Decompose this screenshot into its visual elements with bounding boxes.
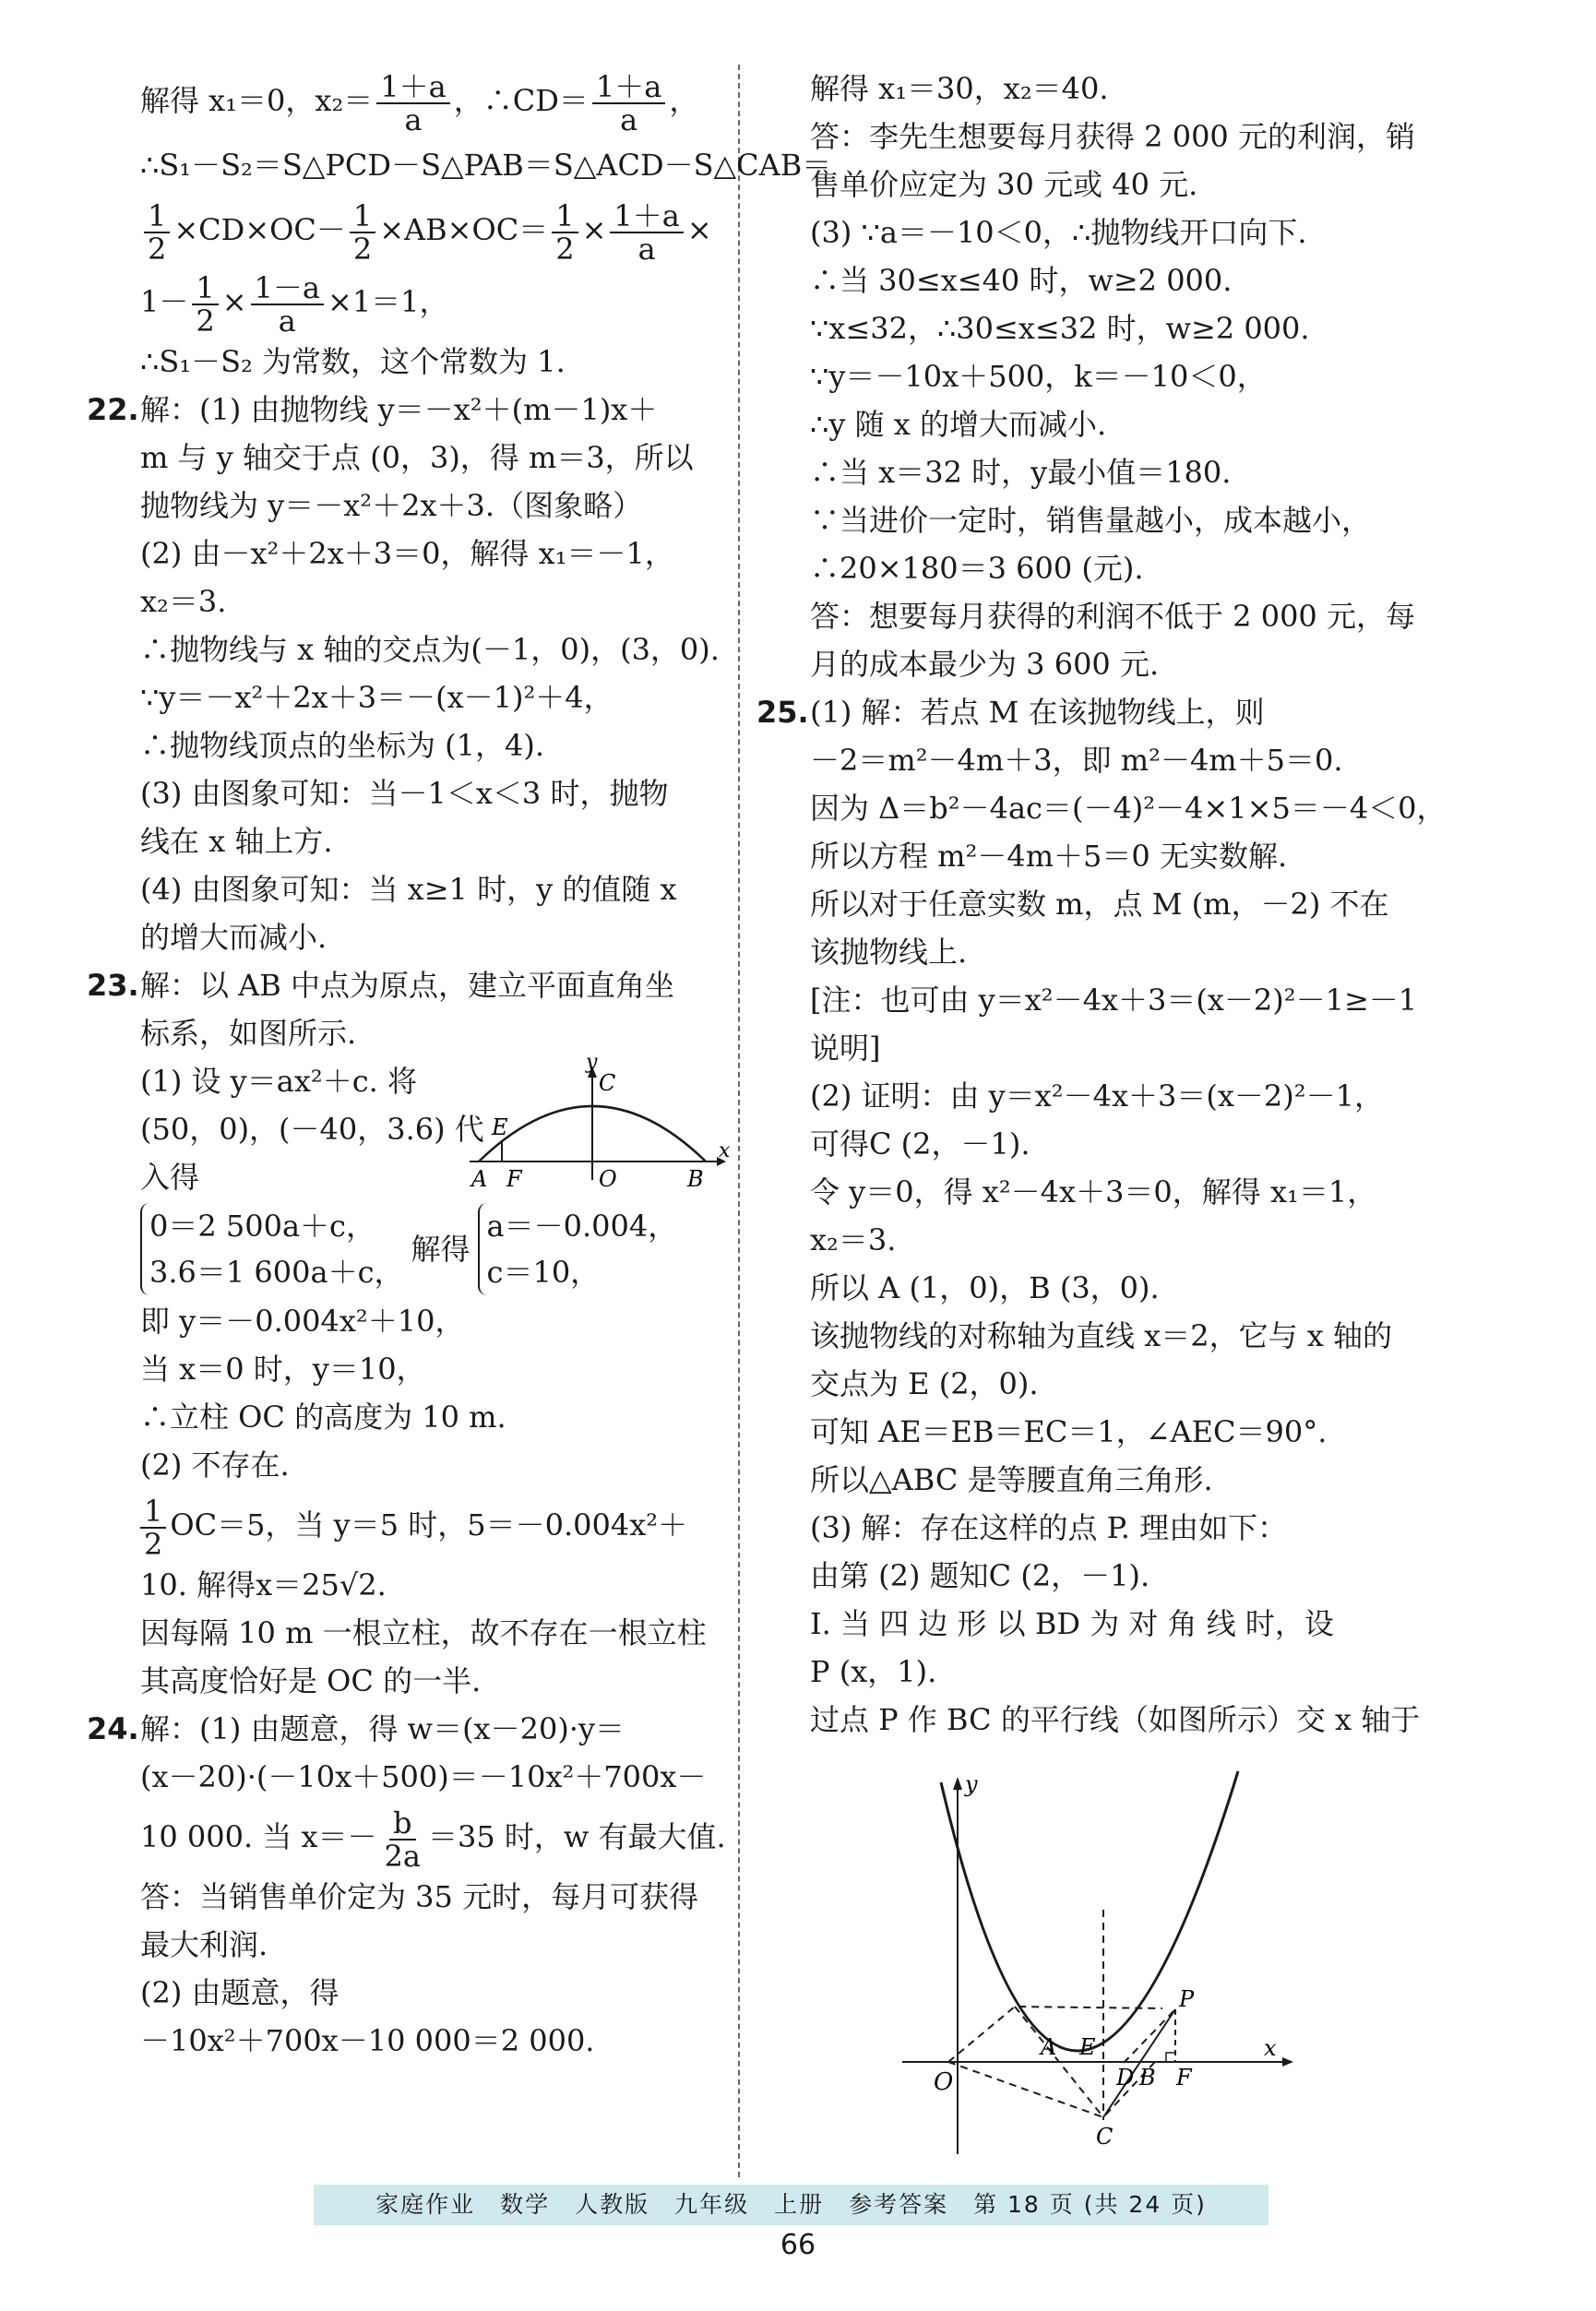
- text-line: P (x，1).: [810, 1654, 937, 1689]
- line-cp: [1103, 2009, 1175, 2117]
- label-c: C: [1096, 2124, 1114, 2150]
- arch-diagram: [468, 1051, 731, 1194]
- text-line: 答：李先生想要每月获得 2 000 元的利润，销: [810, 119, 1415, 154]
- text-line: (2) 由题意，得: [140, 1975, 339, 2010]
- label-b: B: [687, 1166, 704, 1192]
- text-line: 说明]: [810, 1030, 881, 1066]
- text-line: (4) 由图象可知：当 x≥1 时，y 的值随 x: [140, 872, 677, 907]
- question-number: 24.: [87, 1711, 139, 1746]
- text-line: 最大利润.: [140, 1927, 268, 1962]
- fraction: $\frac{1}{2}$: [144, 200, 170, 265]
- text-line: 月的成本最少为 3 600 元.: [810, 647, 1160, 682]
- text-line: －2＝m²－4m＋3，即 m²－4m＋5＝0.: [810, 743, 1343, 778]
- text-line: 24.解：(1) 由题意，得 w＝(x－20)·y＝: [140, 1705, 720, 1753]
- text-line: ∴S₁－S₂ 为常数，这个常数为 1.: [140, 344, 566, 379]
- fraction: $\frac{1}{2}$: [552, 200, 578, 265]
- text-line: 线在 x 轴上方.: [140, 824, 333, 859]
- text-line: (3) 解：存在这样的点 P. 理由如下：: [810, 1510, 1288, 1545]
- label-b: B: [1139, 2065, 1156, 2091]
- fraction: $\frac{1}{2}$: [192, 272, 218, 337]
- y-axis-arrow: [953, 1777, 962, 1790]
- text-line: 22.解：(1) 由抛物线 y＝－x²＋(m－1)x＋: [140, 386, 720, 434]
- text-line: ∵x≤32，∴30≤x≤32 时，w≥2 000.: [810, 311, 1310, 346]
- left-column: [87, 65, 832, 2065]
- question-number: 25.: [756, 695, 809, 730]
- text-line: ∵当进价一定时，销售量越小，成本越小，: [810, 503, 1372, 538]
- label-p: P: [1179, 1986, 1195, 2012]
- text-line: ∴20×180＝3 600 (元).: [810, 551, 1144, 586]
- text-line: Ⅰ. 当 四 边 形 以 BD 为 对 角 线 时，设: [810, 1606, 1334, 1641]
- text-line: 可得C (2，－1).: [810, 1126, 1030, 1161]
- text-line: ∵y＝－10x＋500，k＝－10＜0，: [810, 359, 1267, 394]
- text-line: 因每隔 10 m 一根立柱，故不存在一根立柱: [140, 1615, 707, 1650]
- text-line: ∴抛物线与 x 轴的交点为(－1，0)，(3，0).: [140, 632, 720, 667]
- text-line: 解得 x₁＝30，x₂＝40.: [810, 71, 1109, 106]
- question-24: [87, 1705, 726, 2065]
- text-line: 标系，如图所示.: [140, 1016, 357, 1051]
- label-y: y: [965, 1771, 978, 1797]
- text-line: (2) 由－x²＋2x＋3＝0，解得 x₁＝－1，: [140, 536, 674, 571]
- text-line: [注：也可由 y＝x²－4x＋3＝(x－2)²－1≥－1: [810, 983, 1418, 1018]
- parabola-diagram: [895, 1771, 1301, 2159]
- text-line: 所以方程 m²－4m＋5＝0 无实数解.: [810, 839, 1288, 874]
- x-axis-arrow: [1282, 2057, 1293, 2067]
- text-line: ∴S₁－S₂＝S△PCD－S△PAB＝S△ACD－S△CAB＝: [140, 148, 832, 183]
- text-line: 抛物线为 y＝－x²＋2x＋3.（图象略）: [140, 488, 643, 523]
- text-line: (50，0)，(－40，3.6) 代: [140, 1112, 484, 1147]
- text-line: 10 000. 当 x＝－ $\frac{b}{2a}$ ＝35 时，w 有最大值.: [140, 1805, 726, 1874]
- column-divider: [738, 65, 740, 2177]
- right-column: [756, 65, 1447, 1744]
- fraction: $\frac{1}{2}$: [140, 1495, 166, 1560]
- footer-banner: 家庭作业 数学 人教版 九年级 上册 参考答案 第 18 页 (共 24 页): [314, 2185, 1268, 2225]
- question-25: [756, 688, 1447, 1744]
- text-line: 1－ $\frac{1}{2}$ × $\frac{1-a}{a}$ ×1＝1，: [140, 269, 449, 339]
- text-line: 交点为 E (2，0).: [810, 1366, 1039, 1401]
- label-e: E: [492, 1114, 508, 1140]
- text-line: 答：当销售单价定为 35 元时，每月可获得: [140, 1879, 699, 1914]
- text-line: 因为 Δ＝b²－4ac＝(－4)²－4×1×5＝－4＜0，: [810, 791, 1447, 826]
- label-e: E: [1079, 2034, 1096, 2060]
- fraction: $\frac{b}{2a}$: [384, 1805, 421, 1874]
- right-angle-mark: [1166, 2053, 1175, 2062]
- text-line: 其高度恰好是 OC 的一半.: [140, 1663, 482, 1698]
- text-line: 可知 AE＝EB＝EC＝1，∠AEC＝90°.: [810, 1414, 1328, 1449]
- text-line: 即 y＝－0.004x²＋10，: [140, 1304, 465, 1339]
- text-line: ∵y＝－x²＋2x＋3＝－(x－1)²＋4，: [140, 680, 613, 715]
- question-number: 22.: [87, 392, 139, 427]
- text-line: 入得: [140, 1160, 200, 1195]
- text-line: 令 y＝0，得 x²－4x＋3＝0，解得 x₁＝1，: [810, 1174, 1377, 1209]
- fraction: $\frac{1-a}{a}$: [251, 272, 324, 337]
- text-line: $\frac{1}{2}$ OC＝5，当 y＝5 时，5＝－0.004x²＋: [140, 1489, 720, 1561]
- label-a: A: [471, 1166, 488, 1192]
- label-c: C: [599, 1070, 616, 1096]
- label-o: O: [934, 2068, 954, 2096]
- text-line: 当 x＝0 时，y＝10，: [140, 1352, 426, 1387]
- label-o: O: [599, 1166, 617, 1192]
- text-line: 该抛物线的对称轴为直线 x＝2，它与 x 轴的: [810, 1318, 1392, 1353]
- fraction: $\frac{1+a}{a}$: [376, 71, 449, 136]
- text-line: ∴立柱 OC 的高度为 10 m.: [140, 1400, 506, 1435]
- equation-system: 0＝2 500a＋c， 3.6＝1 600a＋c，: [140, 1203, 404, 1295]
- text-line: 答：想要每月获得的利润不低于 2 000 元，每: [810, 599, 1415, 634]
- text-line: ∴y 随 x 的增大而减小.: [810, 407, 1107, 442]
- text-line: 所以△ABC 是等腰直角三角形.: [810, 1462, 1213, 1497]
- question-number: 23.: [87, 968, 139, 1003]
- fraction: $\frac{1+a}{a}$: [592, 71, 665, 136]
- text-line: ∴当 30≤x≤40 时，w≥2 000.: [810, 263, 1233, 298]
- question-22: [87, 386, 720, 961]
- text-line: 10. 解得x＝25√2.: [140, 1567, 387, 1602]
- text-line: 售单价应定为 30 元或 40 元.: [810, 167, 1198, 202]
- text-line: 由第 (2) 题知C (2，－1).: [810, 1558, 1150, 1593]
- text-line: 解得 x₁＝0，x₂＝ $\frac{1+a}{a}$ ，∴CD＝ $\frac{1+a}{a}$ ，: [140, 68, 699, 137]
- label-x: x: [719, 1139, 731, 1162]
- page-number: 66: [780, 2229, 816, 2261]
- text-line: (x－20)·(－10x＋500)＝－10x²＋700x－: [140, 1759, 707, 1794]
- text-line: (3) 由图象可知：当－1＜x＜3 时，抛物: [140, 776, 669, 811]
- text-line: $\frac{1}{2}$ ×CD×OC－ $\frac{1}{2}$ ×AB×OC＝ $\frac{1}{2}$ × $\frac{1+a}{a}$ ×: [140, 194, 720, 266]
- question-23: [87, 961, 731, 1705]
- text-line: (2) 证明：由 y＝x²－4x＋3＝(x－2)²－1，: [810, 1078, 1384, 1114]
- label-a: A: [1041, 2034, 1057, 2060]
- text-line: (3) ∵a＝－10＜0，∴抛物线开口向下.: [810, 215, 1307, 250]
- text-line: －10x²＋700x－10 000＝2 000.: [140, 2023, 595, 2058]
- label-d: D: [1116, 2065, 1135, 2091]
- label-f: F: [506, 1166, 522, 1192]
- text-line: ∴抛物线顶点的坐标为 (1，4).: [140, 728, 545, 763]
- text-line: 所以对于任意实数 m，点 M (m，－2) 不在: [810, 887, 1389, 922]
- text-line: 25.(1) 解：若点 M 在该抛物线上，则: [810, 688, 1447, 736]
- text-line: (1) 设 y＝ax²＋c. 将: [140, 1064, 417, 1099]
- label-f: F: [1176, 2065, 1192, 2091]
- text-line: 的增大而减小.: [140, 920, 328, 955]
- label-x: x: [1264, 2035, 1277, 2061]
- solution-system: a＝－0.004， c＝10，: [478, 1203, 678, 1295]
- text-line: 所以 A (1，0)，B (3，0).: [810, 1270, 1160, 1305]
- text-line: 23.解：以 AB 中点为原点，建立平面直角坐: [140, 961, 720, 1009]
- text-line: 过点 P 作 BC 的平行线（如图所示）交 x 轴于: [810, 1702, 1421, 1737]
- text-line: ∴当 x＝32 时，y最小值＝180.: [810, 455, 1232, 490]
- text-line: 该抛物线上.: [810, 935, 968, 970]
- equation-system-line: 0＝2 500a＋c， 3.6＝1 600a＋c， 解得 a＝－0.004， c＝10，: [140, 1201, 720, 1297]
- fraction: $\frac{1}{2}$: [350, 200, 375, 265]
- fraction: $\frac{1+a}{a}$: [610, 200, 683, 265]
- text-line: (2) 不存在.: [140, 1447, 290, 1483]
- text-line: m 与 y 轴交于点 (0，3)，得 m＝3，所以: [140, 440, 694, 475]
- label-y: y: [586, 1051, 598, 1074]
- text-line: x₂＝3.: [140, 584, 227, 619]
- text-line: x₂＝3.: [810, 1222, 897, 1257]
- q23-figure-block: [140, 1051, 731, 1201]
